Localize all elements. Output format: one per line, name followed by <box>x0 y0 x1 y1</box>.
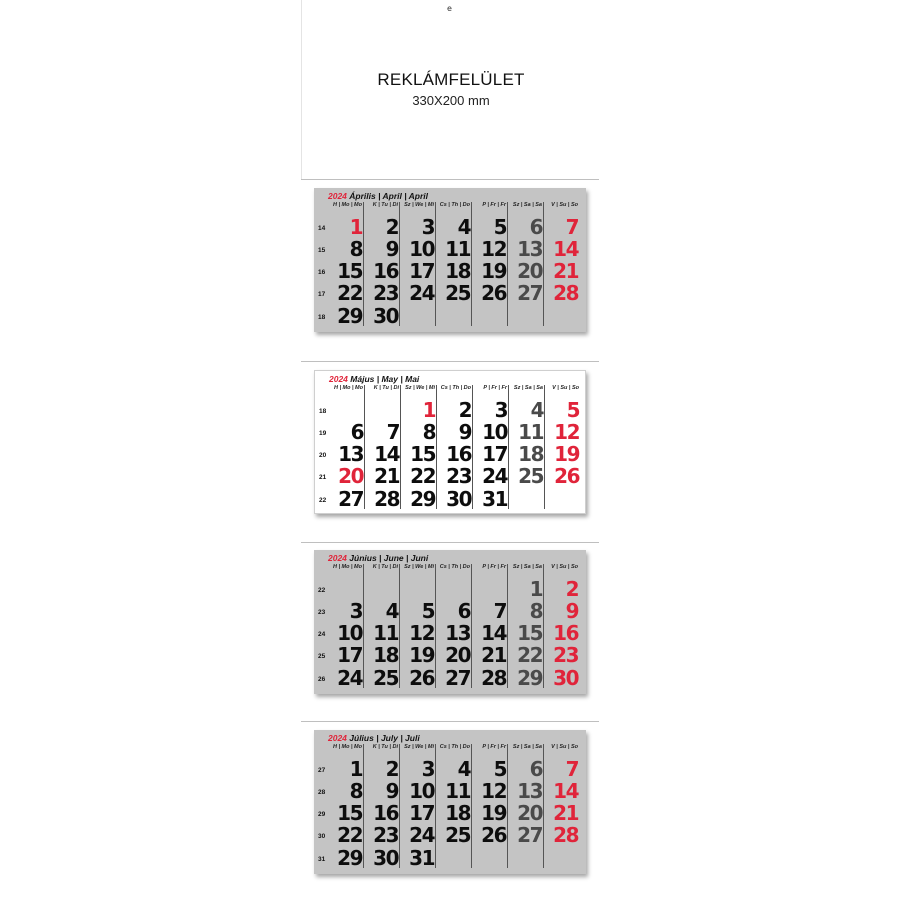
calendar-day: 23 <box>373 281 398 305</box>
weekday-header: H | Mo | Mo <box>332 564 362 570</box>
calendar-day: 2 <box>385 215 398 239</box>
calendar-day: 8 <box>529 599 542 623</box>
calendar-day: 4 <box>530 398 543 422</box>
calendar-day: 9 <box>385 237 398 261</box>
weekday-header: Cs | Th | Do <box>439 744 470 750</box>
calendar-day: 29 <box>517 666 542 690</box>
calendar-day: 13 <box>445 621 470 645</box>
calendar-day: 26 <box>409 666 434 690</box>
calendar-day: 22 <box>337 823 362 847</box>
weekday-header: Sz | We | Mi <box>404 744 434 750</box>
calendar-day: 20 <box>517 259 542 283</box>
week-number: 18 <box>319 408 327 415</box>
calendar-day: 9 <box>458 420 471 444</box>
calendar-day: 13 <box>517 237 542 261</box>
calendar-day: 16 <box>373 801 398 825</box>
month-title <box>328 191 428 201</box>
calendar-day: 22 <box>337 281 362 305</box>
separator-line <box>301 721 599 722</box>
week-number: 23 <box>318 609 326 616</box>
calendar-day: 16 <box>446 442 471 466</box>
month-title <box>329 374 419 384</box>
week-number: 22 <box>319 497 327 504</box>
week-number: 25 <box>318 653 326 660</box>
calendar-day: 14 <box>553 237 578 261</box>
weekday-header: K | Tu | Di <box>372 744 398 750</box>
weekday-header: V | Su | So <box>551 202 578 208</box>
calendar-day: 12 <box>409 621 434 645</box>
calendar-day: 19 <box>409 643 434 667</box>
weekday-header: P | Fr | Fr <box>482 202 506 208</box>
calendar-day: 1 <box>349 757 362 781</box>
calendar-day: 11 <box>373 621 398 645</box>
calendar-day: 7 <box>493 599 506 623</box>
week-number: 16 <box>318 269 326 276</box>
week-number: 19 <box>319 430 327 437</box>
weekday-header: Cs | Th | Do <box>439 564 470 570</box>
weekday-header: P | Fr | Fr <box>482 564 506 570</box>
calendar-day: 15 <box>337 259 362 283</box>
weekday-header: Sz | Sa | Sa <box>513 385 543 391</box>
month-panel <box>314 370 586 514</box>
calendar-day: 6 <box>529 757 542 781</box>
calendar-day: 31 <box>482 487 507 511</box>
calendar-day: 10 <box>337 621 362 645</box>
week-number: 15 <box>318 247 326 254</box>
calendar-day: 11 <box>518 420 543 444</box>
calendar-day: 5 <box>566 398 579 422</box>
calendar-day: 6 <box>529 215 542 239</box>
month-title <box>328 553 428 563</box>
weekday-header: Cs | Th | Do <box>440 385 471 391</box>
calendar-day: 3 <box>421 757 434 781</box>
calendar-day: 12 <box>481 237 506 261</box>
calendar-day: 21 <box>553 801 578 825</box>
calendar-day: 17 <box>482 442 507 466</box>
calendar-day: 30 <box>553 666 578 690</box>
year-label: 2024 <box>328 733 350 743</box>
calendar-day: 28 <box>553 823 578 847</box>
week-number: 29 <box>318 811 326 818</box>
week-number: 14 <box>318 225 326 232</box>
calendar-day: 26 <box>554 464 579 488</box>
calendar-day: 30 <box>373 304 398 328</box>
weekday-header: Sz | Sa | Sa <box>512 564 542 570</box>
calendar-day: 28 <box>553 281 578 305</box>
calendar-day: 26 <box>481 281 506 305</box>
weekday-header: P | Fr | Fr <box>483 385 507 391</box>
calendar-day: 25 <box>445 823 470 847</box>
calendar-day: 2 <box>565 577 578 601</box>
weekday-header: V | Su | So <box>551 564 578 570</box>
week-number: 28 <box>318 789 326 796</box>
calendar-day: 16 <box>373 259 398 283</box>
calendar-day: 20 <box>445 643 470 667</box>
calendar-day: 18 <box>445 259 470 283</box>
separator-line <box>301 361 599 362</box>
weekday-header: H | Mo | Mo <box>333 385 363 391</box>
calendar-day: 26 <box>481 823 506 847</box>
calendar-day: 6 <box>457 599 470 623</box>
week-number: 17 <box>318 291 326 298</box>
calendar-day: 17 <box>337 643 362 667</box>
weekday-header: P | Fr | Fr <box>482 744 506 750</box>
weekday-header: Sz | We | Mi <box>404 202 434 208</box>
calendar-day: 10 <box>409 237 434 261</box>
calendar-day: 23 <box>373 823 398 847</box>
calendar-day: 20 <box>517 801 542 825</box>
month-names: Június | June | Juni <box>349 553 429 563</box>
calendar-day: 17 <box>409 801 434 825</box>
calendar-day: 5 <box>493 757 506 781</box>
calendar-day: 14 <box>374 442 399 466</box>
calendar-day: 3 <box>494 398 507 422</box>
month-panel <box>314 730 586 874</box>
separator-line <box>301 179 599 180</box>
calendar-day: 24 <box>409 823 434 847</box>
weekday-header: K | Tu | Di <box>372 202 398 208</box>
week-number: 24 <box>318 631 326 638</box>
year-label: 2024 <box>329 374 351 384</box>
calendar-day: 1 <box>422 398 435 422</box>
calendar-day: 13 <box>338 442 363 466</box>
calendar-day: 5 <box>493 215 506 239</box>
calendar-day: 25 <box>518 464 543 488</box>
calendar-day: 24 <box>337 666 362 690</box>
calendar-day: 29 <box>410 487 435 511</box>
month-names: Május | May | Mai <box>350 374 420 384</box>
calendar-day: 7 <box>565 215 578 239</box>
calendar-day: 18 <box>445 801 470 825</box>
week-number: 20 <box>319 452 327 459</box>
calendar-day: 11 <box>445 237 470 261</box>
calendar-day: 25 <box>373 666 398 690</box>
calendar-day: 16 <box>553 621 578 645</box>
weekday-header: Sz | We | Mi <box>405 385 435 391</box>
weekday-header: K | Tu | Di <box>372 564 398 570</box>
week-number: 21 <box>319 474 327 481</box>
week-number: 18 <box>318 314 326 321</box>
calendar-day: 31 <box>409 846 434 870</box>
calendar-day: 9 <box>565 599 578 623</box>
week-number: 27 <box>318 767 326 774</box>
calendar-day: 7 <box>386 420 399 444</box>
week-number: 31 <box>318 856 326 863</box>
calendar-day: 12 <box>481 779 506 803</box>
calendar-day: 1 <box>349 215 362 239</box>
weekday-header: K | Tu | Di <box>373 385 399 391</box>
calendar-day: 21 <box>374 464 399 488</box>
advertising-title: REKLÁMFELÜLET <box>377 70 525 89</box>
calendar-day: 8 <box>349 237 362 261</box>
weekday-header: Cs | Th | Do <box>439 202 470 208</box>
calendar-day: 6 <box>350 420 363 444</box>
weekday-header: Sz | Sa | Sa <box>512 202 542 208</box>
calendar-day: 30 <box>373 846 398 870</box>
hanging-hook-icon: e <box>447 4 452 13</box>
calendar-day: 14 <box>481 621 506 645</box>
calendar-day: 29 <box>337 304 362 328</box>
calendar-day: 11 <box>445 779 470 803</box>
calendar-day: 19 <box>481 801 506 825</box>
calendar-day: 3 <box>421 215 434 239</box>
week-number: 22 <box>318 587 326 594</box>
calendar-day: 10 <box>409 779 434 803</box>
weekday-header: H | Mo | Mo <box>332 744 362 750</box>
calendar-day: 27 <box>517 823 542 847</box>
month-panel <box>314 188 586 332</box>
calendar-day: 27 <box>445 666 470 690</box>
calendar-day: 20 <box>338 464 363 488</box>
calendar-day: 19 <box>554 442 579 466</box>
calendar-day: 4 <box>385 599 398 623</box>
weekday-header: V | Su | So <box>552 385 579 391</box>
calendar-day: 25 <box>445 281 470 305</box>
calendar-day: 17 <box>409 259 434 283</box>
weekday-header: H | Mo | Mo <box>332 202 362 208</box>
calendar-day: 5 <box>421 599 434 623</box>
calendar-day: 27 <box>517 281 542 305</box>
advertising-area <box>301 0 599 179</box>
advertising-size: 330X200 mm <box>412 93 490 108</box>
calendar-day: 4 <box>457 757 470 781</box>
calendar-day: 3 <box>349 599 362 623</box>
month-title <box>328 733 420 743</box>
month-names: Július | July | Juli <box>349 733 420 743</box>
calendar-day: 13 <box>517 779 542 803</box>
calendar-day: 30 <box>446 487 471 511</box>
calendar-day: 15 <box>337 801 362 825</box>
calendar-day: 14 <box>553 779 578 803</box>
month-names: Április | April | April <box>349 191 429 201</box>
calendar-day: 15 <box>410 442 435 466</box>
calendar-day: 29 <box>337 846 362 870</box>
calendar-day: 2 <box>458 398 471 422</box>
weekday-header: V | Su | So <box>551 744 578 750</box>
calendar-day: 21 <box>553 259 578 283</box>
calendar-day: 22 <box>517 643 542 667</box>
week-number: 26 <box>318 676 326 683</box>
calendar-day: 12 <box>554 420 579 444</box>
calendar-day: 10 <box>482 420 507 444</box>
calendar-day: 18 <box>518 442 543 466</box>
calendar-day: 27 <box>338 487 363 511</box>
calendar-day: 23 <box>553 643 578 667</box>
wall-calendar <box>301 0 599 900</box>
calendar-day: 28 <box>481 666 506 690</box>
weekday-header: Sz | We | Mi <box>404 564 434 570</box>
calendar-day: 8 <box>422 420 435 444</box>
calendar-day: 9 <box>385 779 398 803</box>
separator-line <box>301 542 599 543</box>
calendar-day: 24 <box>482 464 507 488</box>
month-panel <box>314 550 586 694</box>
calendar-day: 8 <box>349 779 362 803</box>
calendar-day: 1 <box>529 577 542 601</box>
calendar-day: 18 <box>373 643 398 667</box>
calendar-day: 19 <box>481 259 506 283</box>
weekday-header: Sz | Sa | Sa <box>512 744 542 750</box>
week-number: 30 <box>318 833 326 840</box>
calendar-day: 28 <box>374 487 399 511</box>
calendar-day: 7 <box>565 757 578 781</box>
calendar-day: 21 <box>481 643 506 667</box>
year-label: 2024 <box>328 191 350 201</box>
calendar-day: 15 <box>517 621 542 645</box>
calendar-day: 4 <box>457 215 470 239</box>
year-label: 2024 <box>328 553 350 563</box>
calendar-day: 23 <box>446 464 471 488</box>
calendar-day: 22 <box>410 464 435 488</box>
calendar-day: 24 <box>409 281 434 305</box>
calendar-day: 2 <box>385 757 398 781</box>
